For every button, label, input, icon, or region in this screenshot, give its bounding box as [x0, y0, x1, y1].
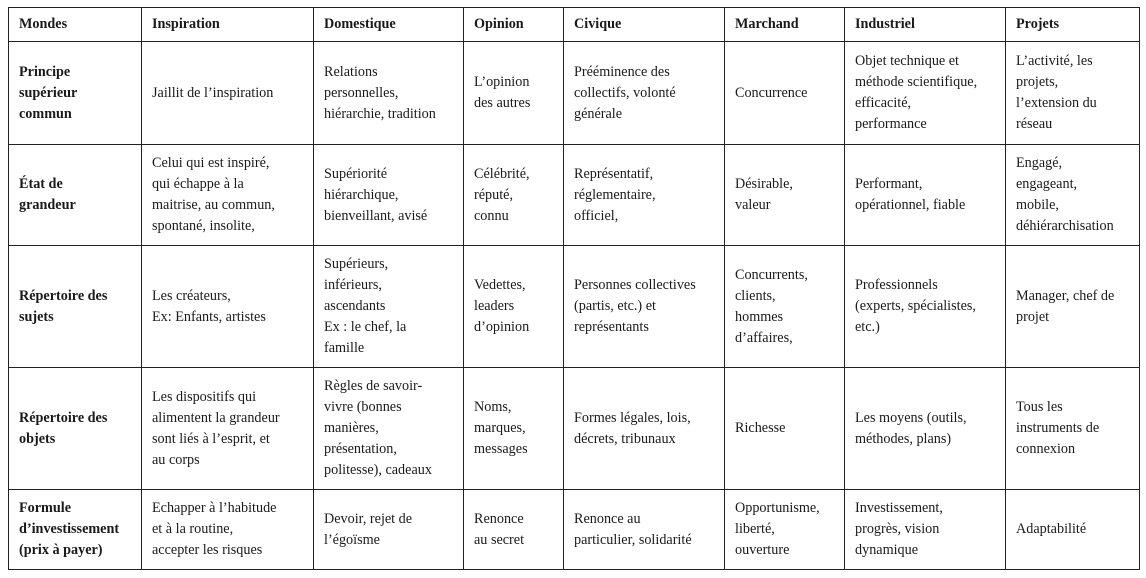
row-label: Principe supérieur commun: [9, 42, 142, 145]
table-cell: Représentatif, réglementaire, officiel,: [564, 145, 725, 246]
table-row: [9, 368, 1140, 490]
table-cell: Investissement, progrès, vision dynamique: [845, 490, 1006, 570]
table-row: [9, 42, 1140, 145]
table-cell: Prééminence des collectifs, volonté générale: [564, 42, 725, 145]
row-label: État de grandeur: [9, 145, 142, 246]
table-row: [9, 490, 1140, 570]
table-cell: Désirable, valeur: [725, 145, 845, 246]
table-cell: L’opinion des autres: [464, 42, 564, 145]
row-label: Répertoire des objets: [9, 368, 142, 490]
header-cell-marchand: Marchand: [725, 8, 845, 42]
header-cell-industriel: Industriel: [845, 8, 1006, 42]
table-cell: Performant, opérationnel, fiable: [845, 145, 1006, 246]
table-cell: Concurrence: [725, 42, 845, 145]
table-cell: Supérieurs, inférieurs, ascendants Ex : le chef, la famille: [314, 246, 464, 368]
header-row: [9, 8, 1140, 42]
table-cell: Professionnels (experts, spécialistes, etc.): [845, 246, 1006, 368]
header-cell-domestique: Domestique: [314, 8, 464, 42]
table-cell: Objet technique et méthode scientifique, efficacité, performance: [845, 42, 1006, 145]
table-cell: Devoir, rejet de l’égoïsme: [314, 490, 464, 570]
table-cell: Renonce au secret: [464, 490, 564, 570]
worlds-comparison-table: [8, 7, 1140, 570]
table-cell: Les dispositifs qui alimentent la grandeur sont liés à l’esprit, et au corps: [142, 368, 314, 490]
header-cell-inspiration: Inspiration: [142, 8, 314, 42]
table-cell: Relations personnelles, hiérarchie, tradition: [314, 42, 464, 145]
table-cell: Les moyens (outils, méthodes, plans): [845, 368, 1006, 490]
table-cell: Concurrents, clients, hommes d’affaires,: [725, 246, 845, 368]
table-cell: Noms, marques, messages: [464, 368, 564, 490]
table-cell: Engagé, engageant, mobile, déhiérarchisation: [1006, 145, 1140, 246]
table-row: [9, 145, 1140, 246]
table-cell: Echapper à l’habitude et à la routine, accepter les risques: [142, 490, 314, 570]
table-cell: Opportunisme, liberté, ouverture: [725, 490, 845, 570]
header-cell-projets: Projets: [1006, 8, 1140, 42]
table-cell: Richesse: [725, 368, 845, 490]
table-cell: L’activité, les projets, l’extension du réseau: [1006, 42, 1140, 145]
table-cell: Formes légales, lois, décrets, tribunaux: [564, 368, 725, 490]
header-cell-opinion: Opinion: [464, 8, 564, 42]
table-cell: Vedettes, leaders d’opinion: [464, 246, 564, 368]
table-cell: Jaillit de l’inspiration: [142, 42, 314, 145]
document-page: [8, 7, 1139, 570]
table-cell: Célébrité, réputé, connu: [464, 145, 564, 246]
row-label: Répertoire des sujets: [9, 246, 142, 368]
table-row: [9, 246, 1140, 368]
table-cell: Les créateurs, Ex: Enfants, artistes: [142, 246, 314, 368]
table-cell: Supériorité hiérarchique, bienveillant, avisé: [314, 145, 464, 246]
header-cell-mondes: Mondes: [9, 8, 142, 42]
table-cell: Renonce au particulier, solidarité: [564, 490, 725, 570]
table-cell: Celui qui est inspiré, qui échappe à la maitrise, au commun, spontané, insolite,: [142, 145, 314, 246]
table-cell: Adaptabilité: [1006, 490, 1140, 570]
table-cell: Tous les instruments de connexion: [1006, 368, 1140, 490]
header-cell-civique: Civique: [564, 8, 725, 42]
table-cell: Manager, chef de projet: [1006, 246, 1140, 368]
table-cell: Personnes collectives (partis, etc.) et représentants: [564, 246, 725, 368]
table-cell: Règles de savoir- vivre (bonnes manières, présentation, politesse), cadeaux: [314, 368, 464, 490]
row-label: Formule d’investissement (prix à payer): [9, 490, 142, 570]
